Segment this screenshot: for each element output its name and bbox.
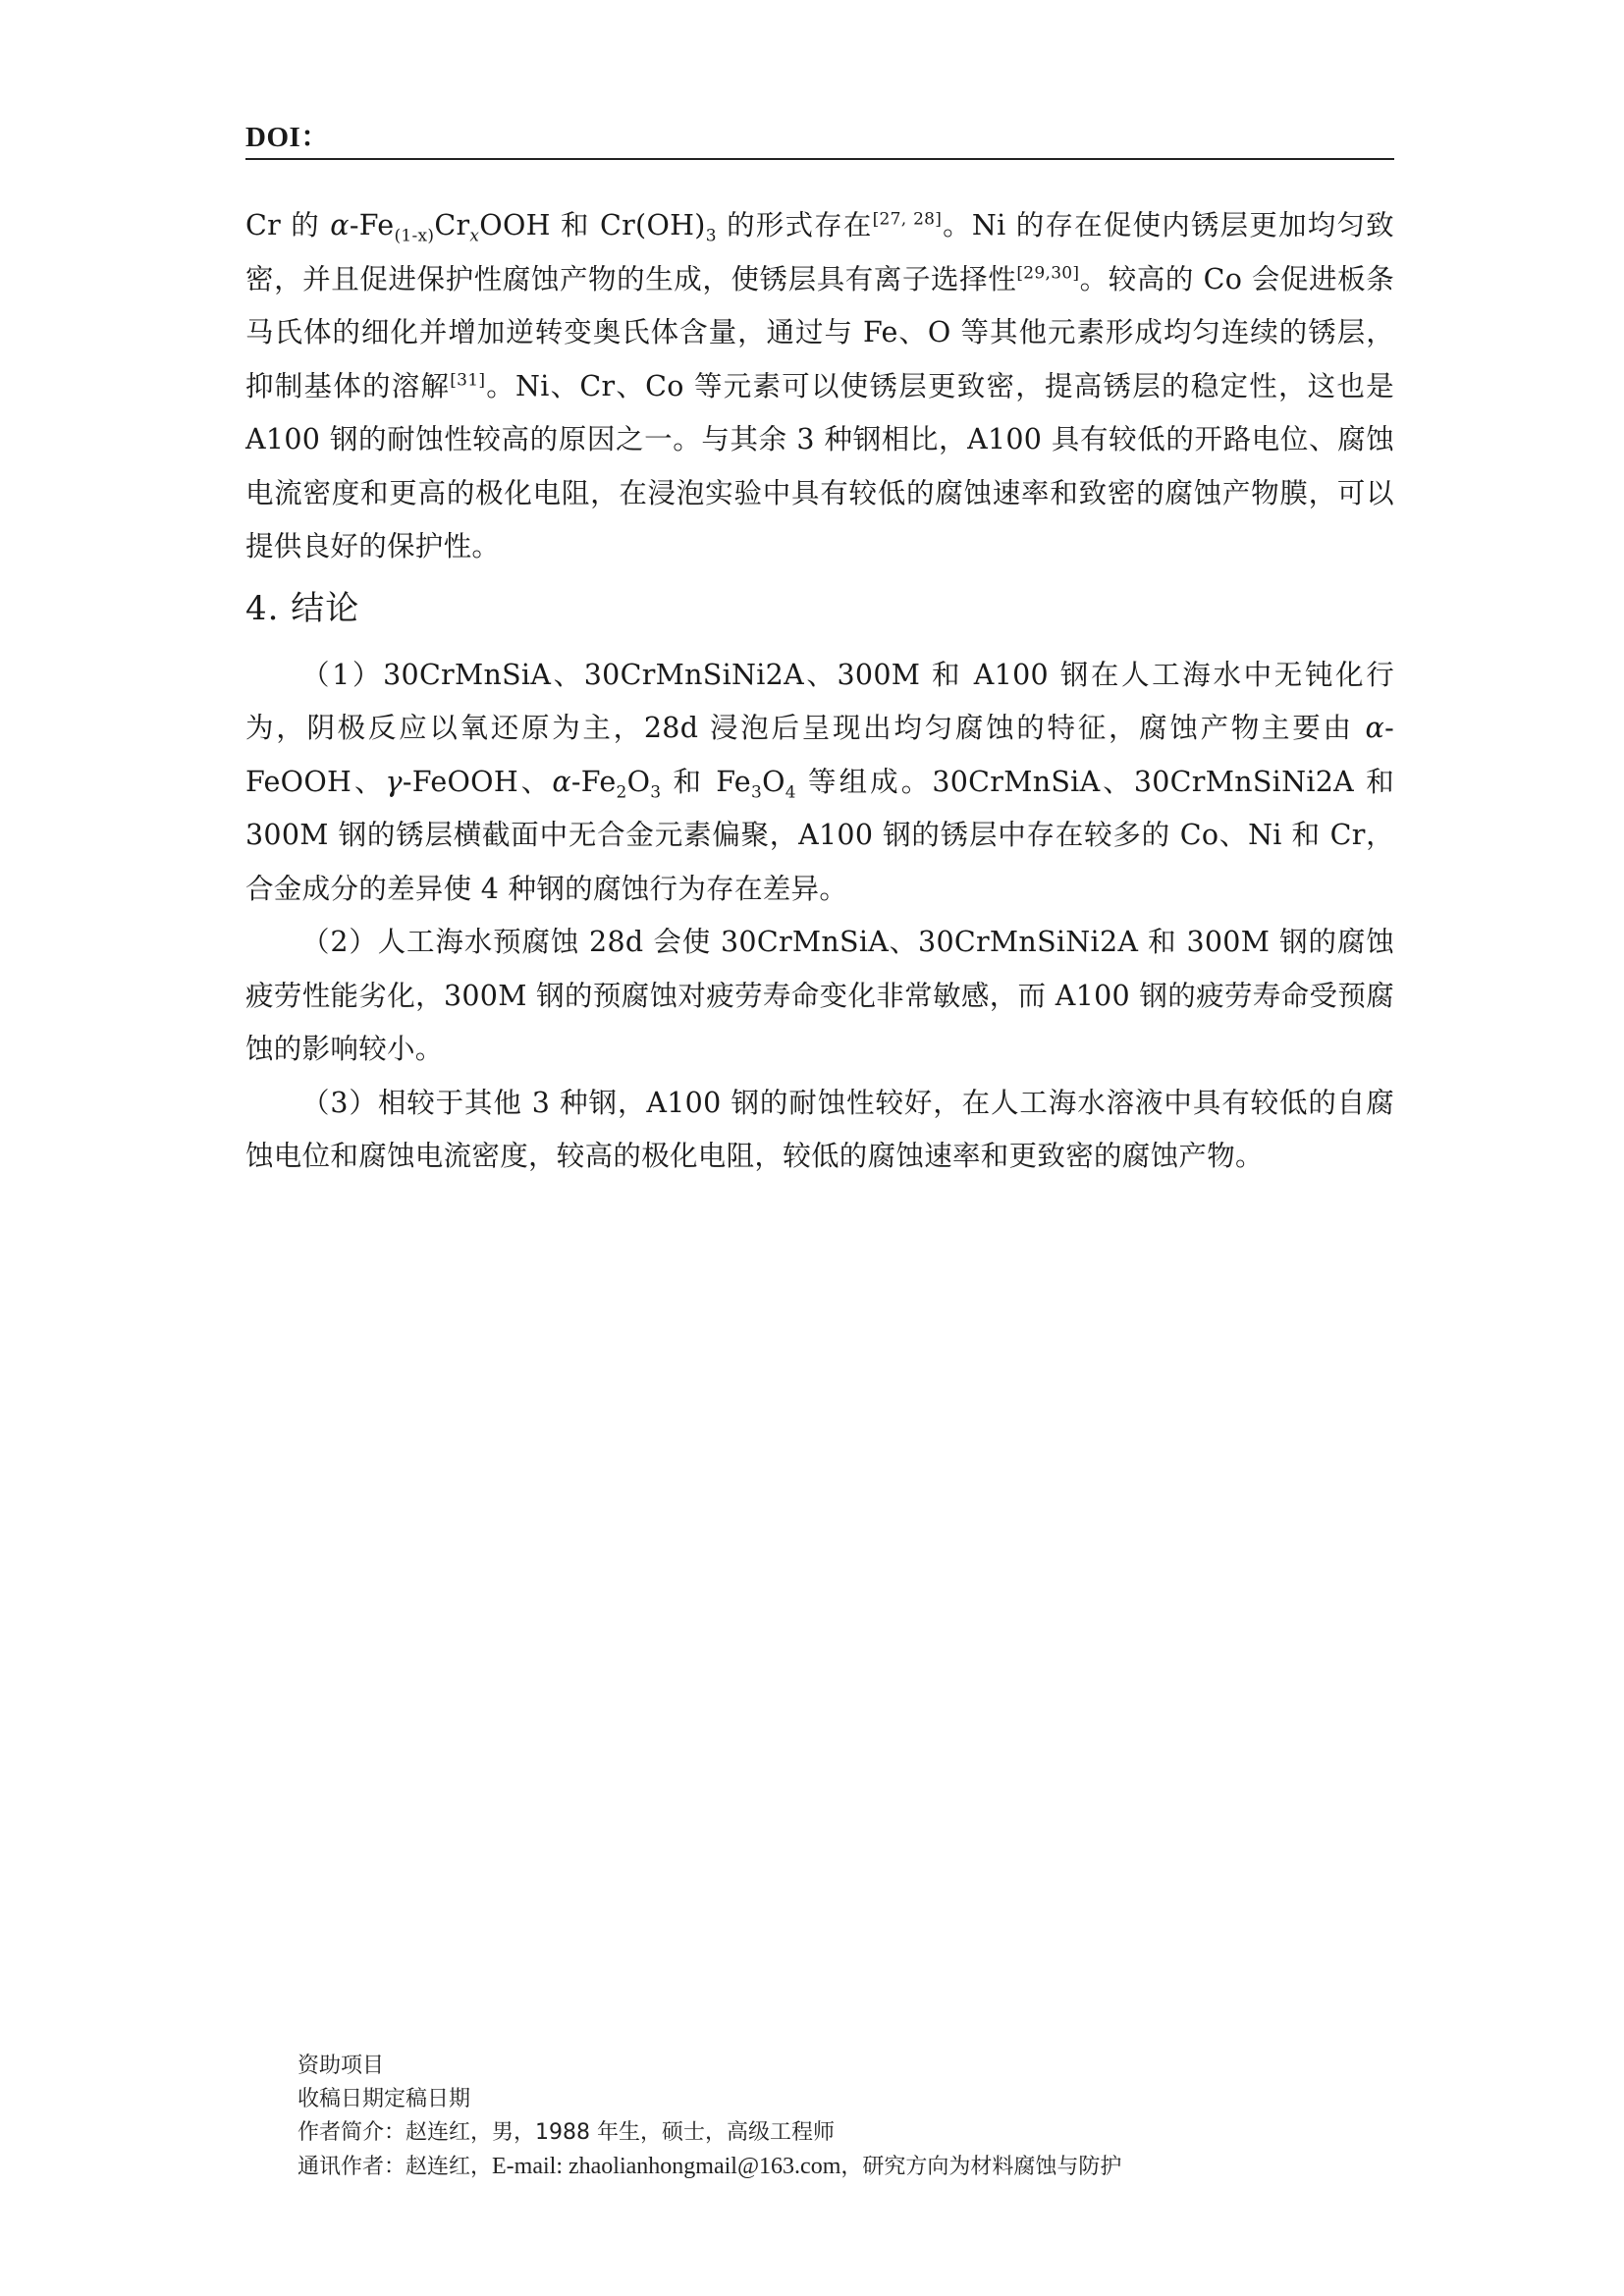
text-run: 和 Fe — [661, 765, 751, 798]
text-run: 。Ni、Cr、Co 等元素可以使锈层更致密，提高锈层的稳定性，这也是 A100 钢的耐蚀性较高的原因之一。与其余 3 种钢相比，A100 具有较低的开路电位、腐蚀电流密度和更高的极化电阻，在浸泡实验中具有较低的腐蚀速率和致密的腐蚀产物膜，可以提供良好的保护性。 — [245, 369, 1394, 562]
text-run: 。Ni 的存在促使内锈层更加均匀致密，并且促进保护性腐蚀产物的生成，使锈层具有离子选择性 — [245, 209, 1394, 295]
page-header — [245, 118, 1394, 157]
text-run: ，研究方向为材料腐蚀与防护 — [840, 2155, 1122, 2179]
text-run: 通讯作者：赵连红， — [298, 2155, 493, 2179]
subscript: 4 — [785, 782, 796, 803]
text-run: Cr — [434, 209, 470, 241]
doi-label: DOI： — [245, 122, 330, 153]
conclusion-2: （2）人工海水预腐蚀 28d 会使 30CrMnSiA、30CrMnSiNi2A 和 300M 钢的腐蚀疲劳性能劣化，300M 钢的预腐蚀对疲劳寿命变化非常敏感，而 A100 钢的疲劳寿命受预腐蚀的影响较小。 — [245, 926, 1394, 1065]
text-run: -FeOOH、 — [402, 765, 553, 798]
text-run: （1）30CrMnSiA、30CrMnSiNi2A、300M 和 A100 钢在人工海水中无钝化行为，阴极反应以氧还原为主，28d 浸泡后呈现出均匀腐蚀的特征，腐蚀产物主要由 — [245, 658, 1394, 744]
subscript: 3 — [705, 226, 717, 246]
body-text — [245, 199, 1394, 1184]
text-run: Cr 的 — [245, 209, 331, 241]
author-bio-line: 作者简介：赵连红，男，1988 年生，硕士，高级工程师 — [298, 2120, 835, 2145]
text-run: 等组成。30CrMnSiA、30CrMnSiNi2A 和 300M 钢的锈层横截面中无合金元素偏聚，A100 钢的锈层中存在较多的 Co、Ni 和 Cr，合金成分的差异使 4 种钢的腐蚀行为存在差异。 — [245, 765, 1394, 905]
email-link[interactable]: E-mail: zhaolianhongmail@163.com — [492, 2154, 841, 2179]
text-run: O — [762, 765, 785, 798]
conclusion-1 — [245, 649, 1394, 917]
subscript: (1-x) — [394, 226, 435, 246]
text-run: -FeOOH、 — [245, 712, 1394, 798]
greek-alpha: α — [330, 209, 350, 241]
subscript: 3 — [750, 782, 763, 803]
funding-line: 资助项目 — [298, 2054, 385, 2078]
subscript: x — [469, 226, 480, 246]
subscript: 2 — [616, 782, 627, 803]
section-title: 4. 结论 — [245, 588, 360, 628]
corresponding-author-line — [298, 2150, 1378, 2184]
citation-ref[interactable]: [29,30] — [1016, 263, 1080, 283]
conclusion-3: （3）相较于其他 3 种钢，A100 钢的耐蚀性较好，在人工海水溶液中具有较低的自腐蚀电位和腐蚀电流密度，较高的极化电阻，较低的腐蚀速率和更致密的腐蚀产物。 — [245, 1086, 1394, 1172]
subscript: 3 — [650, 782, 662, 803]
greek-alpha: α — [1365, 712, 1385, 744]
text-run: -Fe — [349, 209, 395, 241]
footnote-block — [298, 2050, 1378, 2184]
text-run: O — [626, 765, 651, 798]
text-run: OOH 和 Cr(OH) — [479, 209, 706, 241]
text-run: 。较高的 Co 会促进板条马氏体的细化并增加逆转变奥氏体含量，通过与 Fe、O 等其他元素形成均匀连续的锈层，抑制基体的溶解 — [245, 262, 1395, 402]
text-run: -Fe — [570, 765, 617, 798]
header-rule — [245, 158, 1394, 160]
citation-ref[interactable]: [31] — [450, 370, 486, 390]
citation-ref[interactable]: [27, 28] — [872, 209, 943, 230]
greek-gamma: γ — [385, 765, 403, 798]
text-run: 的形式存在 — [716, 209, 873, 241]
greek-alpha: α — [552, 765, 571, 798]
dates-line: 收稿日期定稿日期 — [298, 2087, 471, 2111]
paragraph-discussion — [245, 199, 1394, 574]
